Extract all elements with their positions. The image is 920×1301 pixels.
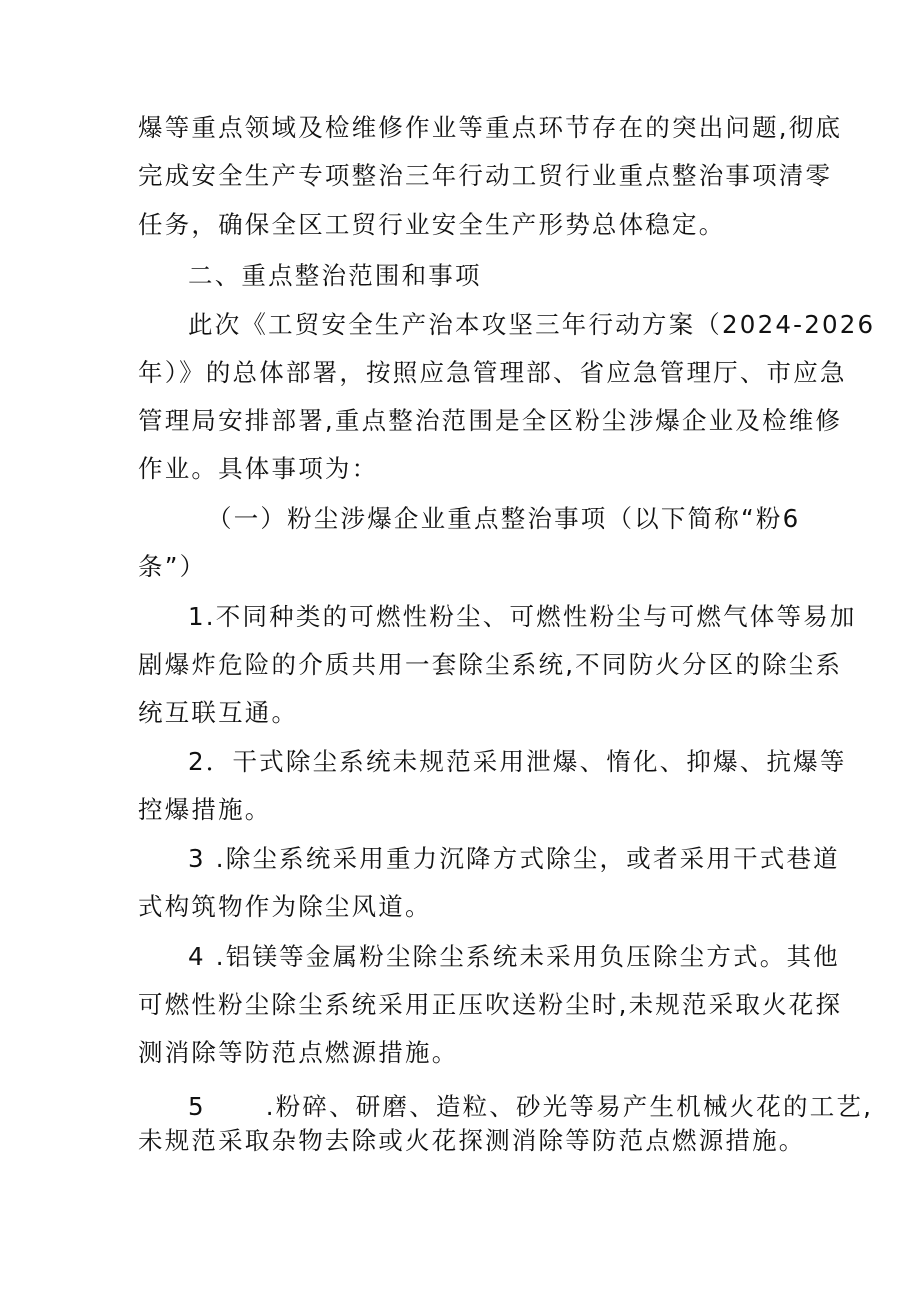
text-line: 测消除等防范点燃源措施。 [138,1038,459,1067]
section-heading: 二、重点整治范围和事项 [188,261,482,290]
text-line: 式构筑物作为除尘风道。 [138,892,432,921]
list-item: 5 .粉碎、研磨、造粒、砂光等易产生机械火花的工艺, [188,1092,874,1121]
text-line: 作业。具体事项为： [138,454,379,483]
list-item: 4 .铝镁等金属粉尘除尘系统未采用负压除尘方式。其他 [188,942,840,971]
text-line: 任务，确保全区工贸行业安全生产形势总体稳定。 [138,210,726,239]
list-item: 3 .除尘系统采用重力沉降方式除尘，或者采用干式巷道 [188,844,840,873]
text-line: 控爆措施。 [138,795,272,824]
text-line: 年）》的总体部署，按照应急管理部、省应急管理厅、市应急 [138,358,847,387]
text-line: 可燃性粉尘除尘系统采用正压吹送粉尘时,未规范采取火花探 [138,990,843,1019]
text-line: 管理局安排部署,重点整治范围是全区粉尘涉爆企业及检维修 [138,406,843,435]
subsection-heading: （一）粉尘涉爆企业重点整治事项（以下简称“粉6 [207,504,801,533]
text-line: 此次《工贸安全生产治本攻坚三年行动方案（2024-2026 [188,310,876,339]
text-line: 条”） [138,552,207,581]
text-line: 完成安全生产专项整治三年行动工贸行业重点整治事项清零 [138,161,833,190]
text-line: 未规范采取杂物去除或火花探测消除等防范点燃源措施。 [138,1126,806,1155]
text-line: 爆等重点领域及检维修作业等重点环节存在的突出问题,彻底 [138,113,843,142]
text-line: 统互联互通。 [138,698,299,727]
text-line: 剧爆炸危险的介质共用一套除尘系统,不同防火分区的除尘系 [138,650,843,679]
list-item: 2．干式除尘系统未规范采用泄爆、惰化、抑爆、抗爆等 [188,747,847,776]
list-item: 1.不同种类的可燃性粉尘、可燃性粉尘与可燃气体等易加 [188,602,857,631]
